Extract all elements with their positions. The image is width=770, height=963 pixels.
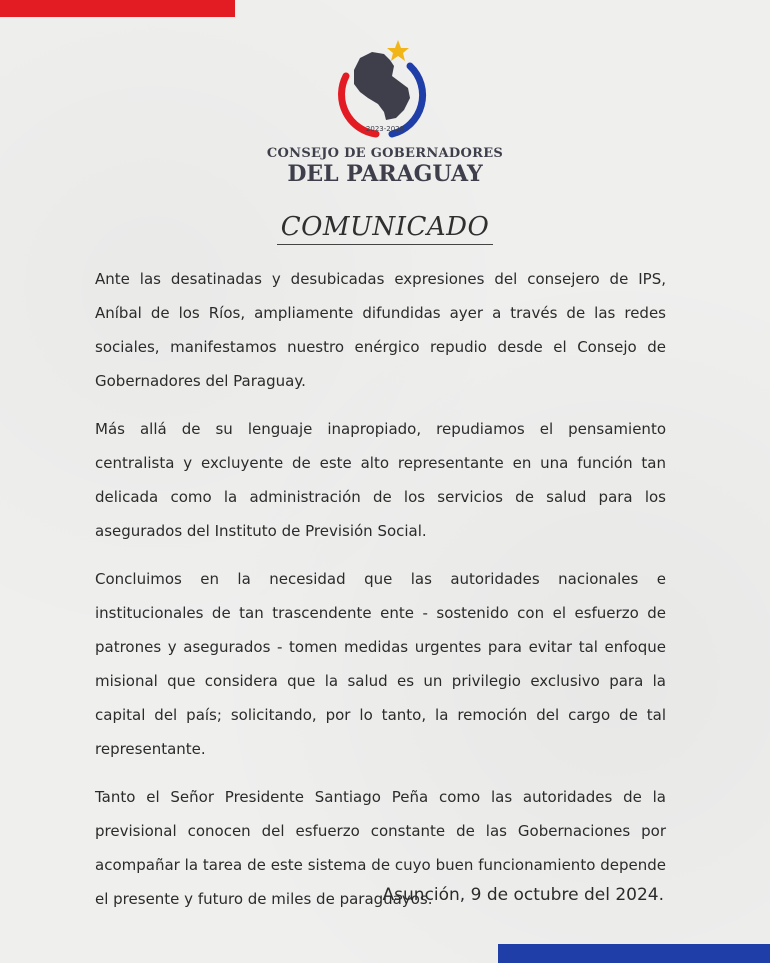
paragraph-2: Más allá de su lenguaje inapropiado, repudiamos el pensamiento centralista y excluyente de este alto representante en una función tan delicada como la administración de los servicios de salud para los asegurados del Instituto de Previsión Social. bbox=[95, 420, 666, 540]
document-title bbox=[0, 212, 770, 245]
star-icon bbox=[387, 40, 409, 61]
logo bbox=[0, 36, 770, 187]
paragraph-3: Concluimos en la necesidad que las autoridades nacionales e institucionales de tan trascendente ente - sostenido con el esfuerzo de patrones y asegurados - tomen medidas urgentes para evitar tal enfoque misional que considera que la salud es un privilegio exclusivo para la capital del país; solicitando, por lo tanto, la remoción del cargo de tal representante. bbox=[95, 570, 666, 758]
title-text: COMUNICADO bbox=[277, 212, 494, 245]
document-body bbox=[95, 262, 666, 930]
logo-line1: CONSEJO DE GOBERNADORES bbox=[266, 146, 504, 161]
signoff-date: Asunción, 9 de octubre del 2024. bbox=[382, 885, 664, 905]
paraguay-map-shape bbox=[354, 52, 410, 120]
logo-years: 2023-2028 bbox=[365, 125, 405, 133]
paragraph-1: Ante las desatinadas y desubicadas expresiones del consejero de IPS, Aníbal de los Ríos, ampliamente difundidas ayer a través de las redes sociales, manifestamos nuestro enérgico repudio desde el Consejo de Gobernadores del Paraguay. bbox=[95, 270, 666, 390]
top-red-bar bbox=[0, 0, 235, 17]
paragraph-4: Tanto el Señor Presidente Santiago Peña como las autoridades de la previsional conocen del esfuerzo constante de las Gobernaciones por acompañar la tarea de este sistema de cuyo buen funcionamiento depende el presente y futuro de miles de paraguayos. bbox=[95, 788, 666, 908]
logo-line2: DEL PARAGUAY bbox=[287, 161, 483, 187]
paraguay-map-logo-icon bbox=[330, 36, 440, 140]
bottom-blue-bar bbox=[498, 944, 770, 963]
